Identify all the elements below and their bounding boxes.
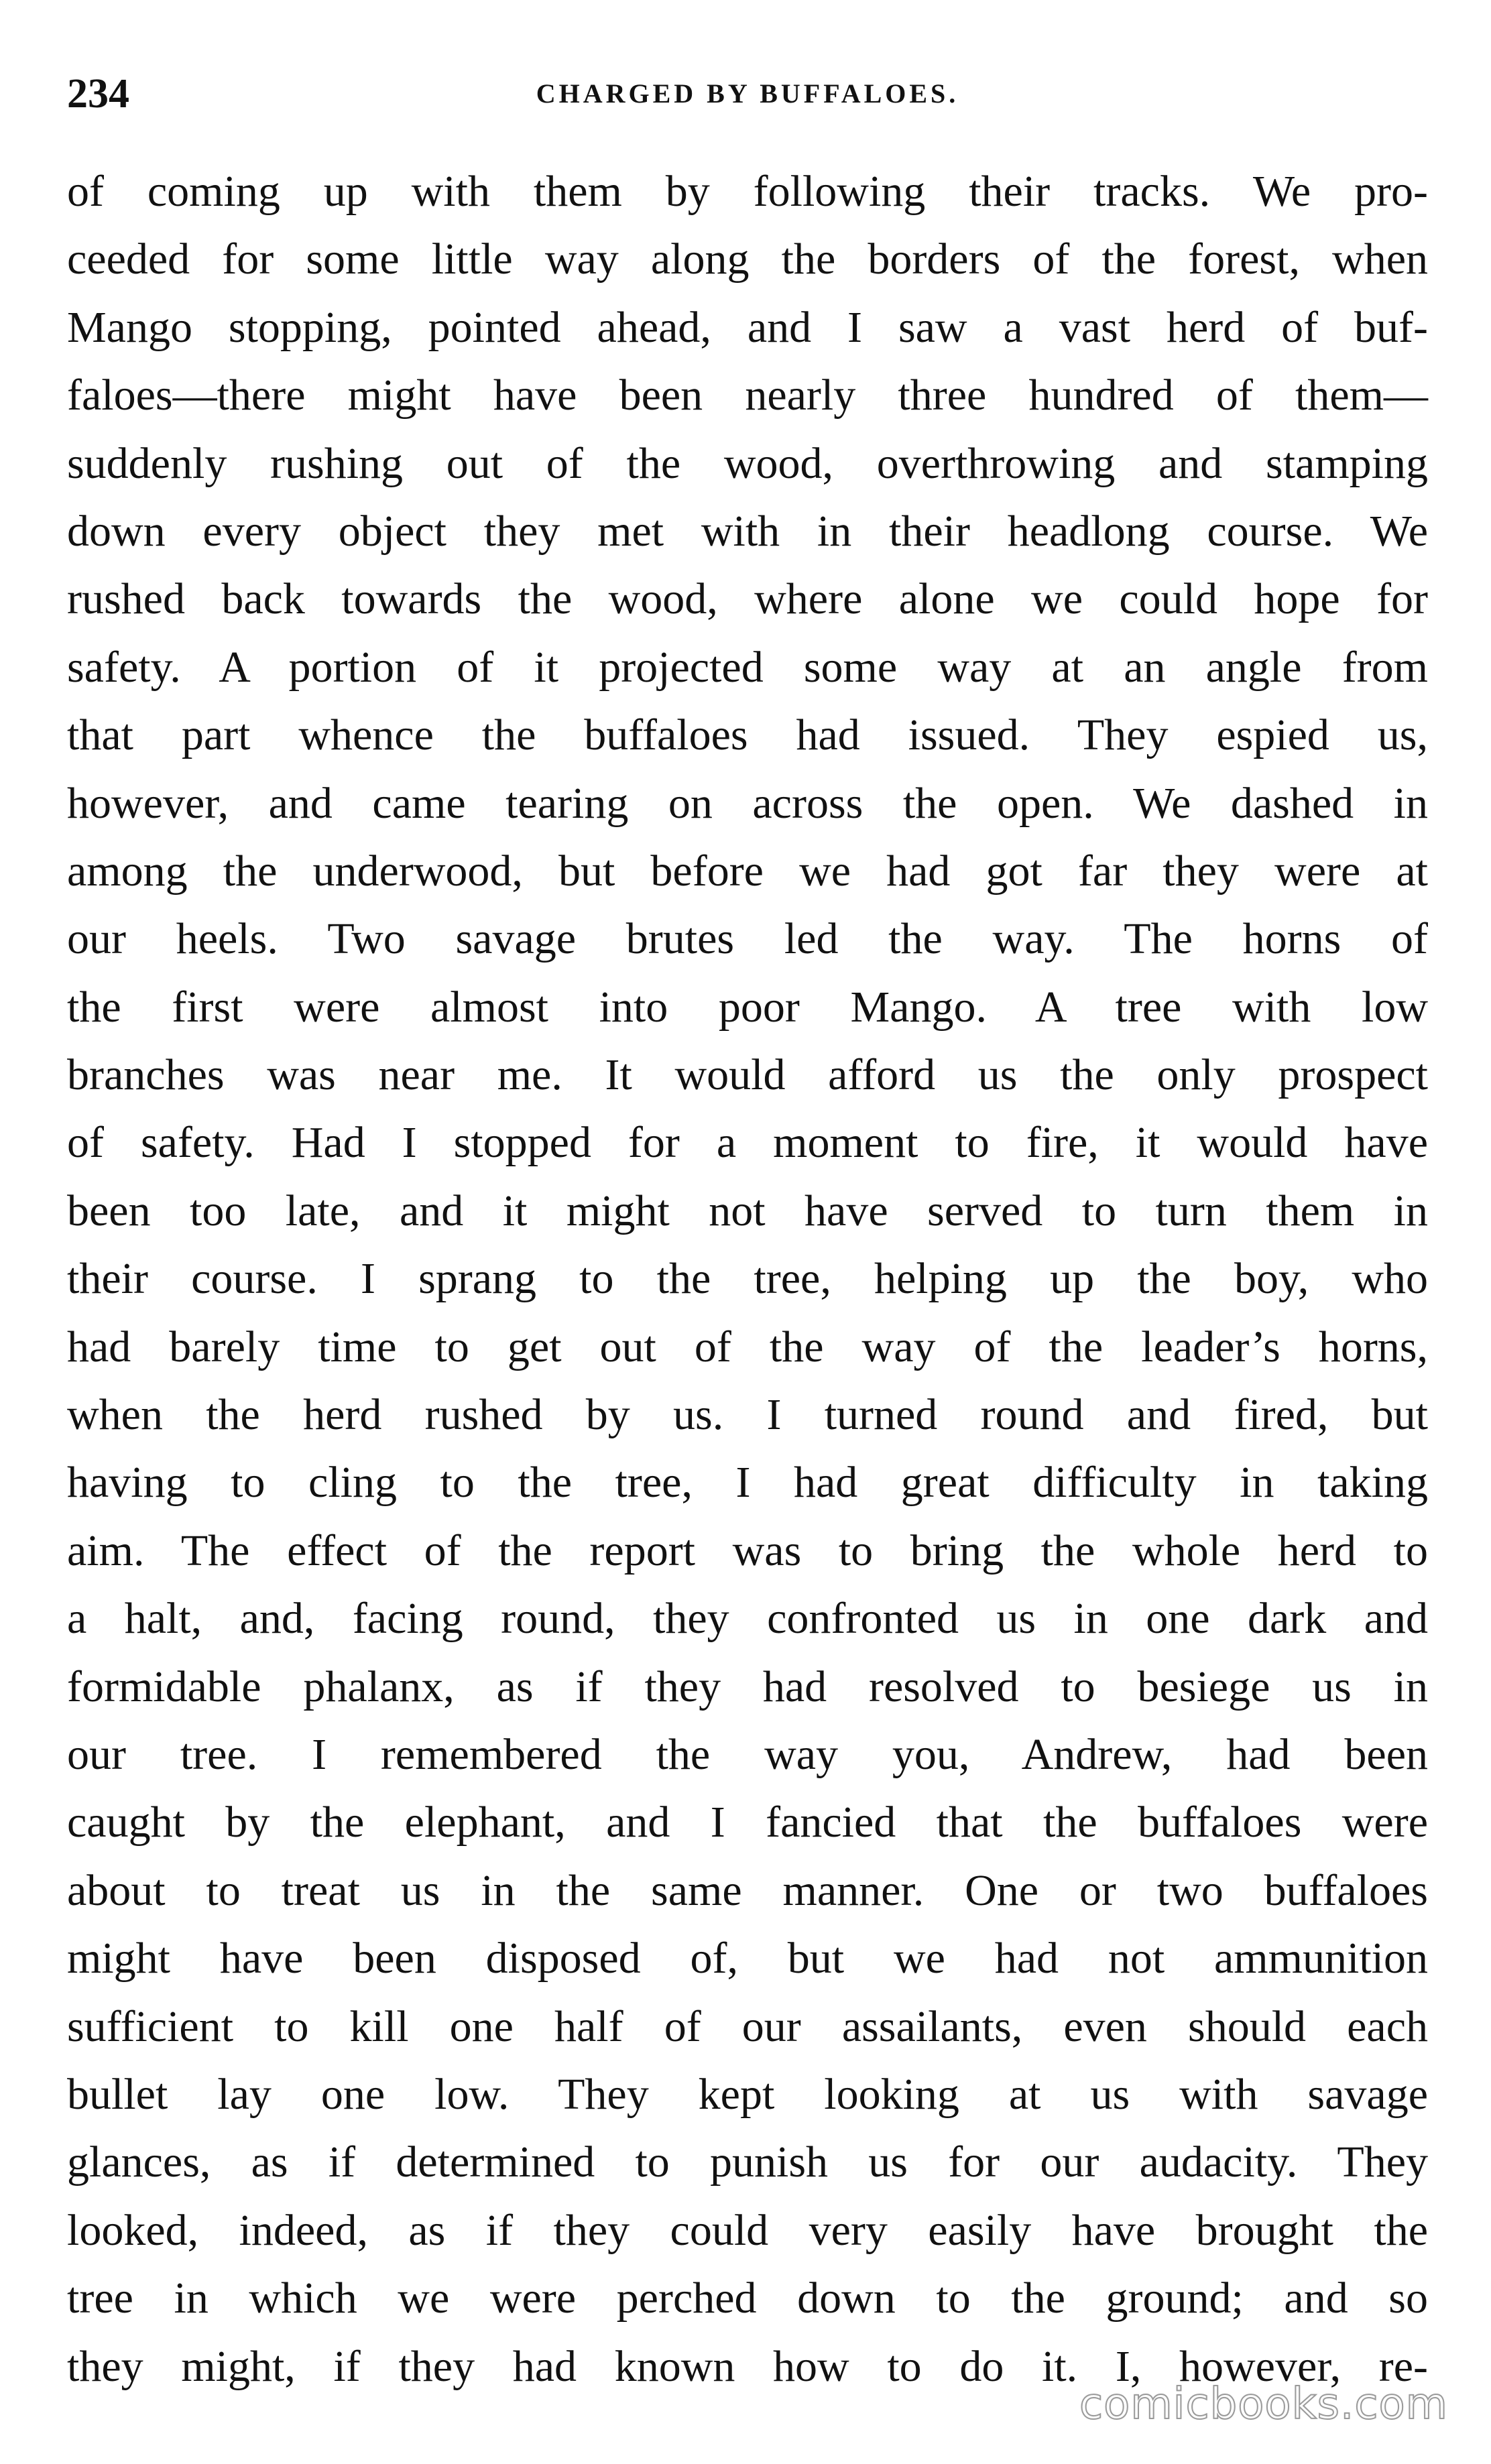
text-line: our heels. Two savage brutes led the way. The horns of (67, 914, 1428, 964)
running-title: CHARGED BY BUFFALOES. (536, 78, 959, 109)
page-number: 234 (67, 71, 129, 117)
text-line: rushed back towards the wood, where alone we could hope for (67, 574, 1428, 624)
text-line: faloes—there might have been nearly three hundred of them— (67, 371, 1428, 420)
text-line: sufficient to kill one half of our assailants, even should each (67, 2001, 1428, 2051)
text-line: our tree. I remembered the way you, Andrew, had been (67, 1729, 1428, 1779)
text-line: about to treat us in the same manner. One or two buffaloes (67, 1865, 1428, 1915)
text-line: might have been disposed of, but we had not ammunition (67, 1934, 1428, 1983)
text-line: a halt, and, facing round, they confronted us in one dark and (67, 1594, 1428, 1644)
text-line: been too late, and it might not have served to turn them in (67, 1186, 1428, 1235)
text-line: suddenly rushing out of the wood, overthrowing and stamping (67, 438, 1428, 488)
text-line: aim. The effect of the report was to bring the whole herd to (67, 1526, 1428, 1575)
text-line: among the underwood, but before we had got far they were at (67, 846, 1428, 896)
text-line: the first were almost into poor Mango. A tree with low (67, 982, 1428, 1032)
text-line: they might, if they had known how to do it. I, however, re- (67, 2341, 1428, 2391)
text-line: looked, indeed, as if they could very easily have brought the (67, 2205, 1428, 2255)
watermark-text: comicbooks.com (1079, 2380, 1448, 2429)
text-line: branches was near me. It would afford us the only prospect (67, 1050, 1428, 1100)
text-line: safety. A portion of it projected some way at an angle from (67, 642, 1428, 692)
text-line: that part whence the buffaloes had issued. They espied us, (67, 711, 1428, 760)
text-line: ceeded for some little way along the borders of the forest, when (67, 235, 1428, 284)
text-line: formidable phalanx, as if they had resolved to besiege us in (67, 1662, 1428, 1711)
text-line: of safety. Had I stopped for a moment to fire, it would have (67, 1118, 1428, 1168)
text-line: of coming up with them by following their tracks. We pro- (67, 167, 1428, 216)
text-line: their course. I sprang to the tree, helping up the boy, who (67, 1254, 1428, 1304)
text-line: having to cling to the tree, I had great difficulty in taking (67, 1458, 1428, 1507)
text-line: however, and came tearing on across the open. We dashed in (67, 778, 1428, 828)
body-text (67, 158, 1428, 2400)
text-line: tree in which we were perched down to the ground; and so (67, 2274, 1428, 2323)
text-line: Mango stopping, pointed ahead, and I saw a vast herd of buf- (67, 302, 1428, 352)
text-line: down every object they met with in their headlong course. We (67, 506, 1428, 556)
text-line: caught by the elephant, and I fancied that the buffaloes were (67, 1798, 1428, 1847)
running-header (67, 64, 1428, 124)
text-line: when the herd rushed by us. I turned round and fired, but (67, 1390, 1428, 1440)
text-line: had barely time to get out of the way of the leader’s horns, (67, 1322, 1428, 1371)
text-line: bullet lay one low. They kept looking at us with savage (67, 2069, 1428, 2119)
text-line: glances, as if determined to punish us for our audacity. They (67, 2138, 1428, 2187)
